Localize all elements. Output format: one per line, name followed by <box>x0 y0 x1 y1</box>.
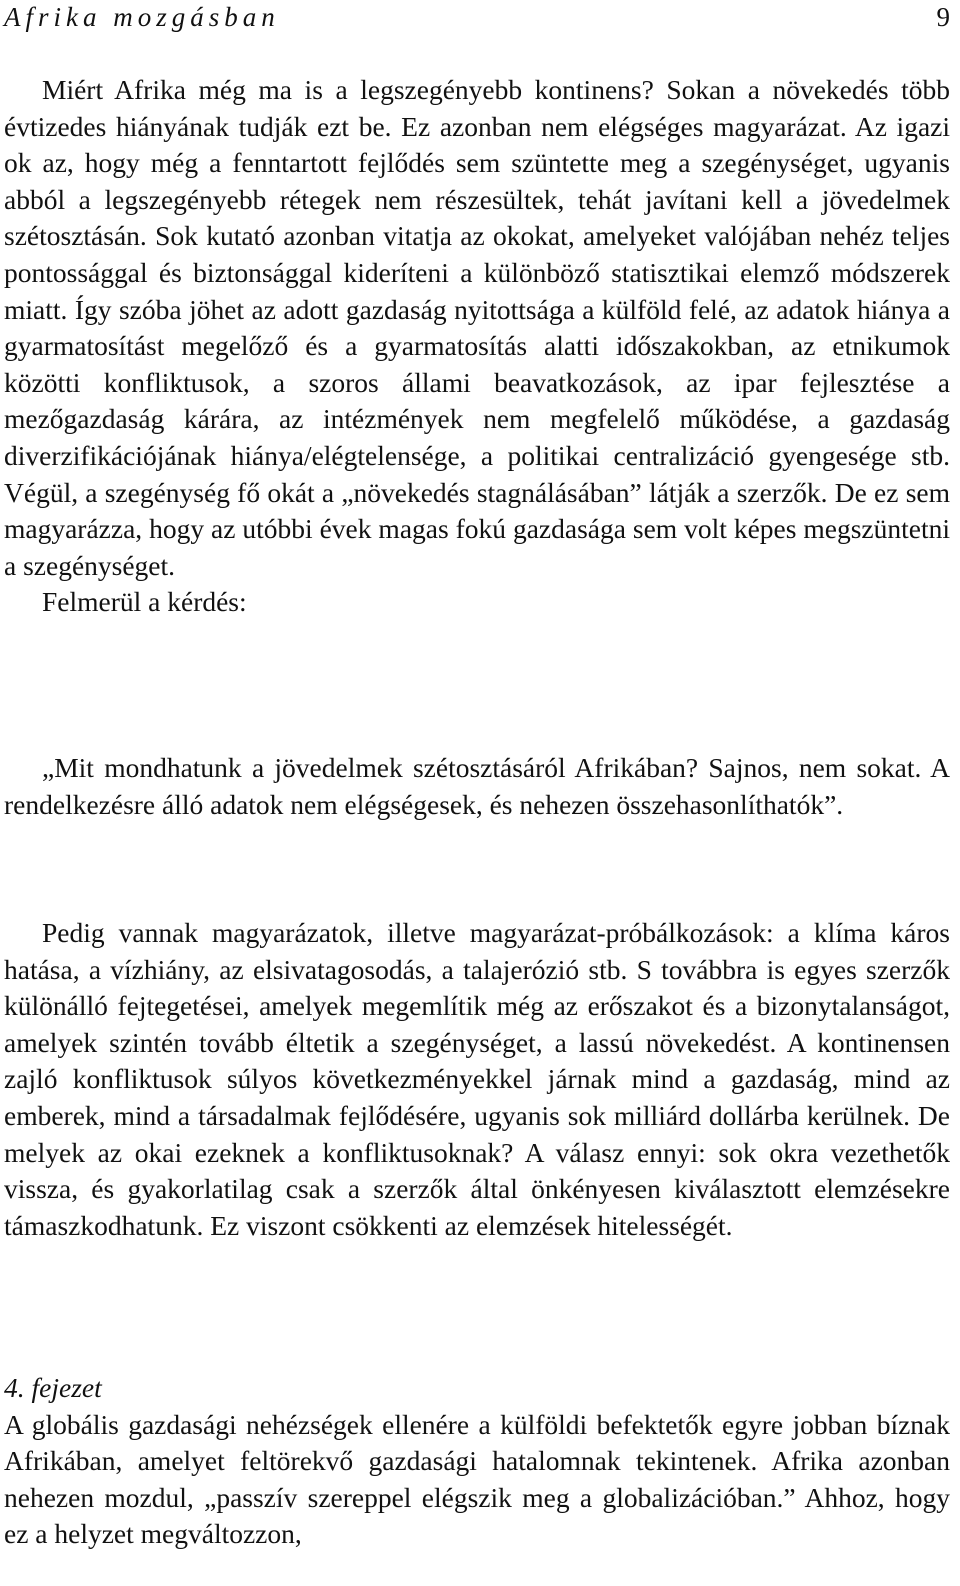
running-header <box>4 2 950 36</box>
chapter-section <box>4 1370 950 1553</box>
paragraph-text: Miért Afrika még ma is a legszegényebb kontinens? Sokan a növekedés több évtizedes hiányának tudják ezt be. Ez azonban nem elégséges magyarázat. Az igazi ok az, hogy még a fenntartott fejlődés sem szüntette meg a szegénységet, ugyanis abból a legszegényebb rétegek nem részesültek, tehát javítani kell a jövedelmek szétosztásán. Sok kutató azonban vitatja az okokat, amelyeket valójában nehéz teljes pontossággal és biztonsággal kideríteni a különböző statisztikai elemző módszerek miatt. Így szóba jöhet az adott gazdaság nyitottsága a külföld felé, az adatok hiánya a gyarmatosítást megelőző és a gyarmatosítás alatti időszakokban, az etnikumok közötti konfliktusok, a szoros állami beavatkozások, az ipar fejlesztése a mezőgazdaság kárára, az intézmények nem megfelelő működése, a gazdaság diverzifikációjának hiánya/elégtelensége, a politikai centralizáció gyengesége stb. Végül, a szegénység fő okát a „növekedés stagnálásában” látják a szerzők. De ez sem magyarázza, hogy az utóbbi évek magas fokú gazdasága sem volt képes megszüntetni a szegénységet. <box>4 74 950 581</box>
question-intro: Felmerül a kérdés: <box>42 586 247 618</box>
quote-text: „Mit mondhatunk a jövedelmek szétosztásáról Afrikában? Sajnos, nem sokat. A rendelkezésre álló adatok nem elégségesek, és nehezen összehasonlíthatók”. <box>4 752 950 820</box>
paragraph-text: Pedig vannak magyarázatok, illetve magyarázat-próbálkozások: a klíma káros hatása, a vízhiány, az elsivatagosodás, a talajerózió stb. S továbbra is egyes szerzők különálló fejtegetései, amelyek megemlítik még az erőszakot és a bizonytalanságot, amelyek szintén tovább éltetik a szegénységet, a lassú növekedést. A kontinensen zajló konfliktusok súlyos következményekkel járnak mind a gazdaság, mind az emberek, mind a társadalmak fejlődésére, ugyanis sok milliárd dollárba kerülnek. De melyek az okai ezeknek a konfliktusoknak? A válasz ennyi: sok okra vezethetők vissza, és gyakorlatilag csak a szerzők által önkényesen kiválasztott elemzésekre támaszkodhatunk. Ez viszont csökkenti az elemzések hitelességét. <box>4 917 950 1241</box>
chapter-label: 4. fejezet <box>4 1372 102 1403</box>
paragraph-poverty-causes <box>4 72 950 621</box>
page-number: 9 <box>936 2 950 32</box>
running-title: Afrika mozgásban <box>4 2 280 32</box>
block-quote <box>4 750 950 823</box>
paragraph-explanations <box>4 915 950 1244</box>
paragraph-text: A globális gazdasági nehézségek ellenére a külföldi befektetők egyre jobban bíznak Afrikában, amelyet feltörekvő gazdasági hatalomnak tekintenek. Afrika azonban nehezen mozdul, „passzív szereppel elégszik meg a globalizációban.” Ahhoz, hogy ez a helyzet megváltozzon, <box>4 1408 950 1550</box>
